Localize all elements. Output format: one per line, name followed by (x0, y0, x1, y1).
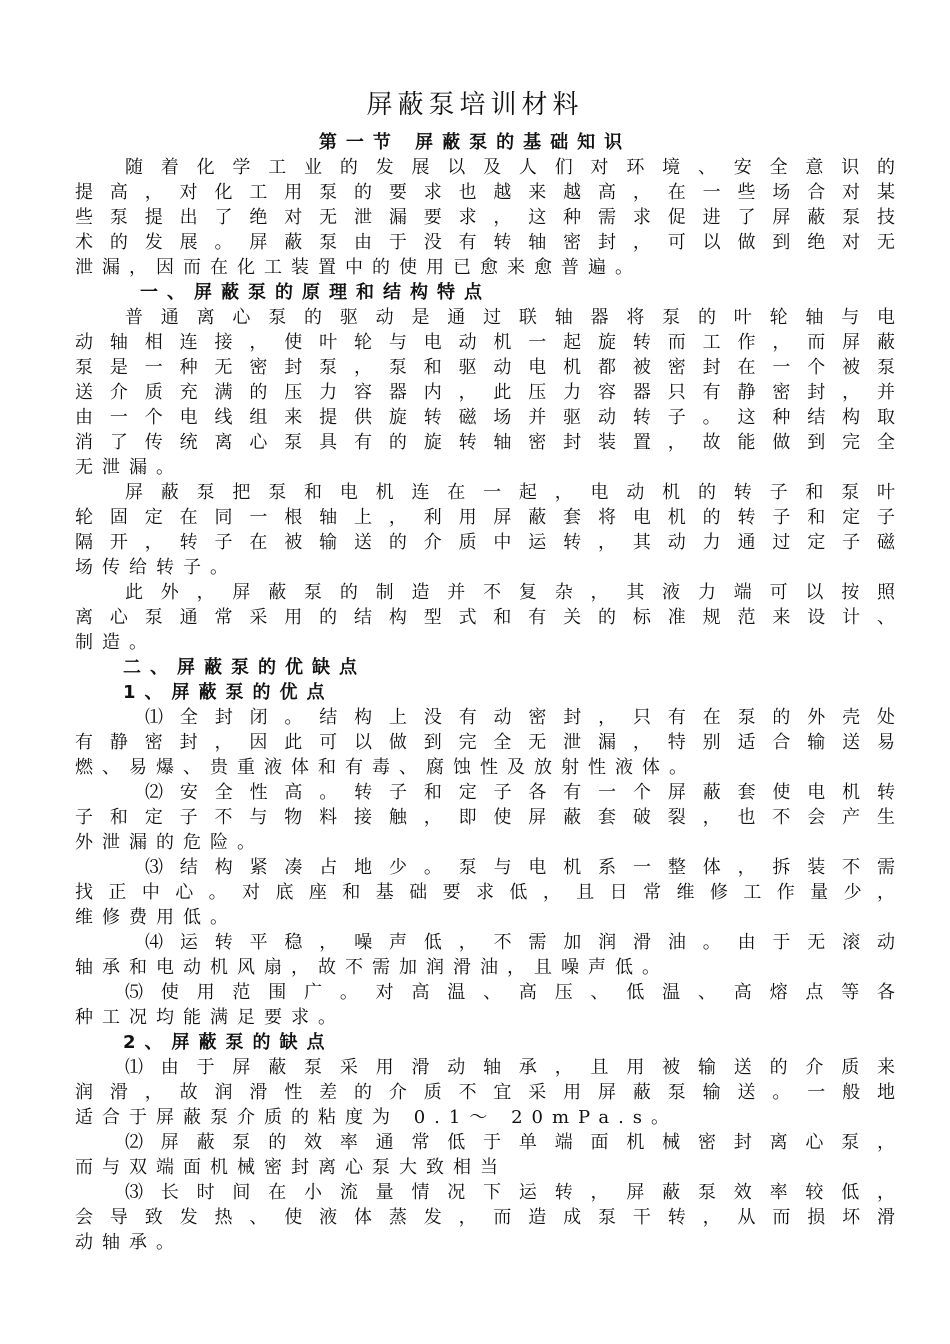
text-line: ⑴全封闭。结构上没有动密封，只有在泵的外壳处 (145, 707, 895, 728)
text-line: 提高，对化工用泵的要求也越来越高，在一些场合对某 (75, 182, 895, 203)
document-title: 屏蔽泵培训材料 (366, 90, 584, 120)
text-line: 无泄漏。 (75, 457, 183, 478)
text-line: 普通离心泵的驱动是通过联轴器将泵的叶轮轴与电 (125, 307, 895, 328)
text-line: 送介质充满的压力容器内，此压力容器只有静密封，并 (75, 382, 895, 403)
text-line: 种工况均能满足要求。 (75, 1007, 345, 1028)
text-line: 此外，屏蔽泵的制造并不复杂，其液力端可以按照 (125, 582, 895, 603)
text-line: 适合于屏蔽泵介质的粘度为 0.1～ 20mPa.s。 (75, 1107, 679, 1128)
text-line: 外泄漏的危险。 (75, 832, 264, 853)
text-line: 会导致发热、使液体蒸发，而造成泵干转，从而损坏滑 (75, 1207, 895, 1228)
text-line: 动轴相连接，使叶轮与电动机一起旋转而工作，而屏蔽 (75, 332, 895, 353)
text-line: 维修费用低。 (75, 907, 237, 928)
text-line: 轮固定在同一根轴上，利用屏蔽套将电机的转子和定子 (75, 507, 895, 528)
text-line: 有静密封，因此可以做到完全无泄漏，特别适合输送易 (75, 732, 895, 753)
text-line: 场传给转子。 (75, 557, 237, 578)
text-line: 由一个电线组来提供旋转磁场并驱动转子。这种结构取 (75, 407, 895, 428)
text-line: 离心泵通常采用的结构型式和有关的标准规范来设计、 (75, 607, 895, 628)
text-line: ⑵屏蔽泵的效率通常低于单端面机械密封离心泵， (125, 1132, 895, 1153)
text-line: 术的发展。屏蔽泵由于没有转轴密封，可以做到绝对无 (75, 232, 895, 253)
text-line: ⑵安全性高。转子和定子各有一个屏蔽套使电机转 (145, 782, 895, 803)
section-heading: 二、屏蔽泵的优缺点 (123, 657, 366, 678)
text-line: 屏蔽泵把泵和电机连在一起，电动机的转子和泵叶 (125, 482, 895, 503)
text-line: ⑴由于屏蔽泵采用滑动轴承，且用被输送的介质来 (125, 1057, 895, 1078)
text-line: 泵是一种无密封泵，泵和驱动电机都被密封在一个被泵 (75, 357, 895, 378)
text-line: 轴承和电动机风扇，故不需加润滑油，且噪声低。 (75, 957, 669, 978)
section-heading: 1、屏蔽泵的优点 (123, 682, 334, 703)
text-line: 些泵提出了绝对无泄漏要求，这种需求促进了屏蔽泵技 (75, 207, 895, 228)
text-line: 燃、易爆、贵重液体和有毒、腐蚀性及放射性液体。 (75, 757, 696, 778)
text-line: ⑷运转平稳，噪声低，不需加润滑油。由于无滚动 (145, 932, 895, 953)
text-line: 润滑，故润滑性差的介质不宜采用屏蔽泵输送。一般地 (75, 1082, 895, 1103)
section-title: 第一节 屏蔽泵的基础知识 (318, 132, 632, 153)
text-line: 而与双端面机械密封离心泵大致相当 (75, 1157, 507, 1178)
document-body (75, 155, 895, 1255)
section-heading: 一、屏蔽泵的原理和结构特点 (140, 282, 491, 303)
text-line: 泄漏，因而在化工装置中的使用已愈来愈普遍。 (75, 257, 642, 278)
text-line: 找正中心。对底座和基础要求低，且日常维修工作量少， (75, 882, 895, 903)
text-line: 随着化学工业的发展以及人们对环境、安全意识的 (125, 157, 895, 178)
text-line: 制造。 (75, 632, 156, 653)
text-line: 动轴承。 (75, 1232, 183, 1253)
section-heading: 2、屏蔽泵的缺点 (123, 1032, 334, 1053)
text-line: 隔开，转子在被输送的介质中运转，其动力通过定子磁 (75, 532, 895, 553)
text-line: 子和定子不与物料接触，即使屏蔽套破裂，也不会产生 (75, 807, 895, 828)
text-line: ⑸使用范围广。对高温、高压、低温、高熔点等各 (125, 982, 895, 1003)
text-line: 消了传统离心泵具有的旋转轴密封装置，故能做到完全 (75, 432, 895, 453)
text-line: ⑶结构紧凑占地少。泵与电机系一整体，拆装不需 (145, 857, 895, 878)
text-line: ⑶长时间在小流量情况下运转，屏蔽泵效率较低， (125, 1182, 895, 1203)
